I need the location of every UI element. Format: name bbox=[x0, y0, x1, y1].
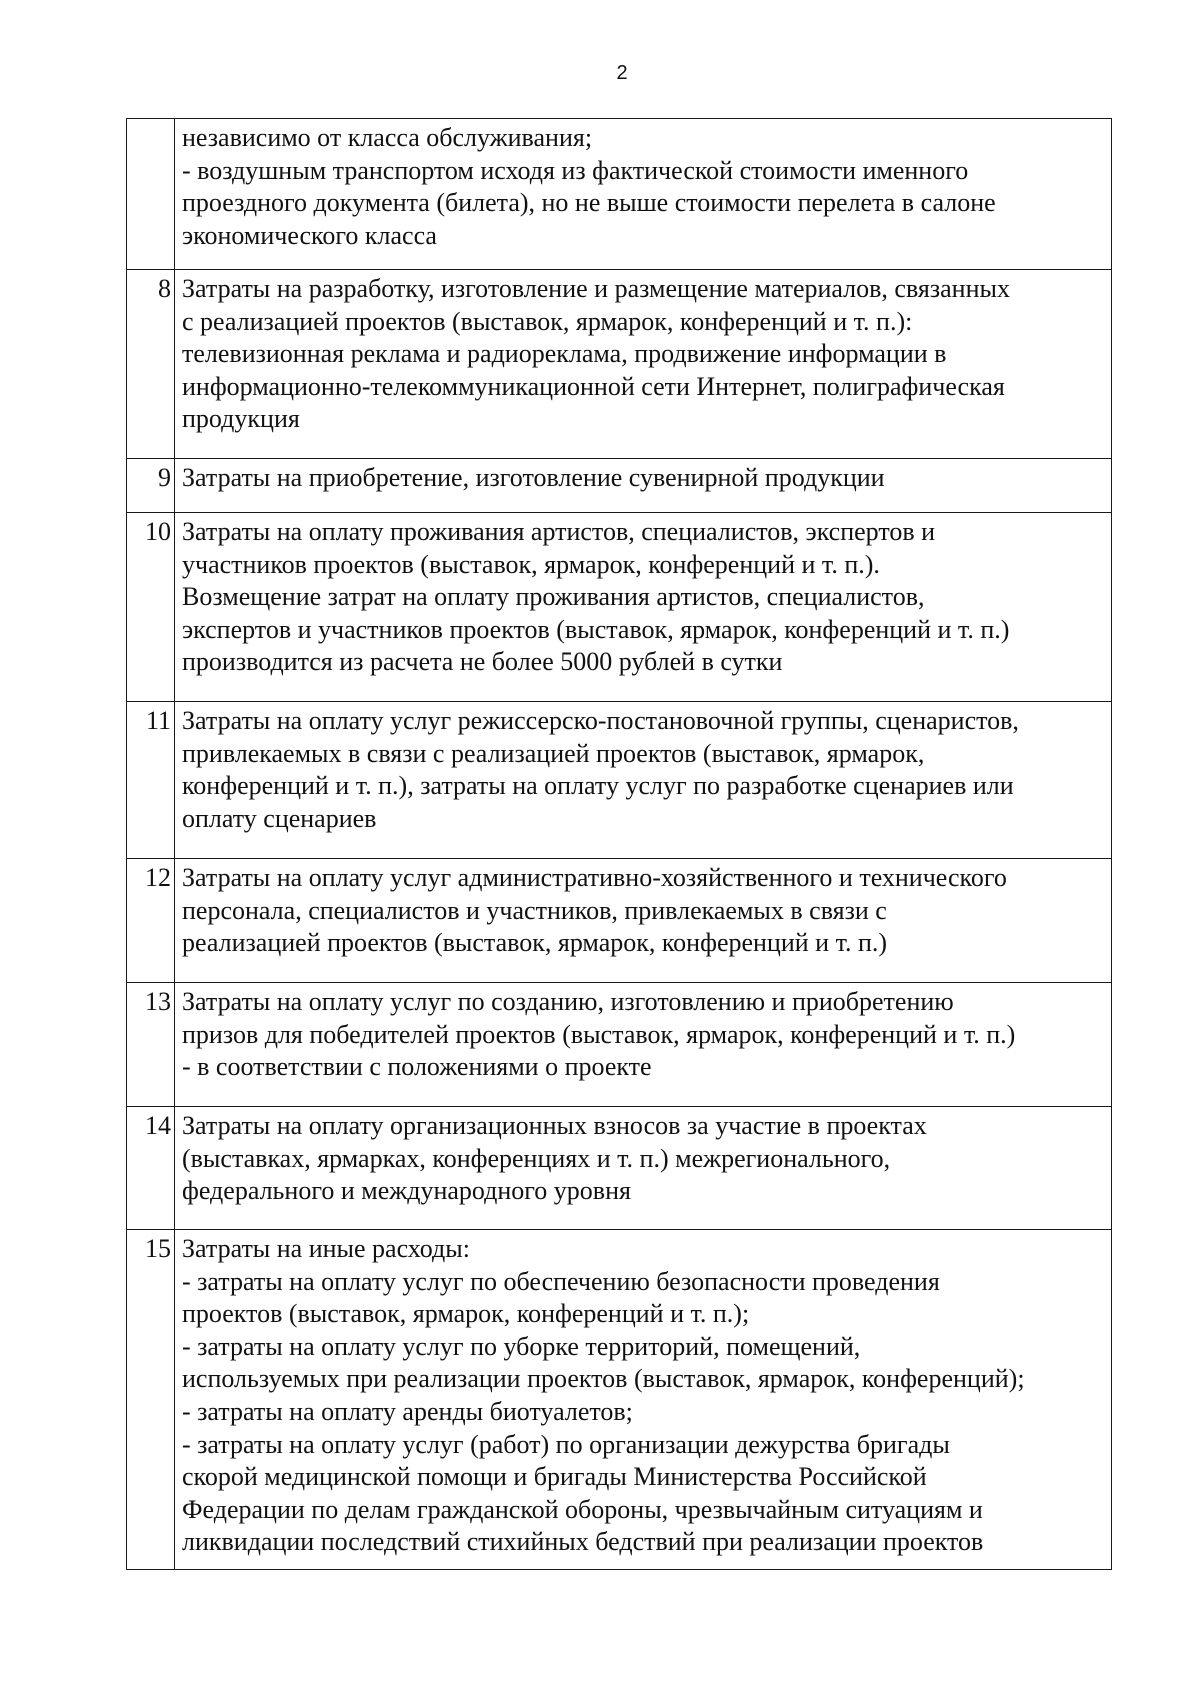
text-line: Затраты на оплату проживания артистов, специалистов, экспертов и bbox=[182, 517, 936, 546]
text-line: призов для победителей проектов (выставок, ярмарок, конференций и т. п.) bbox=[182, 1019, 1016, 1049]
text-line: - затраты на оплату услуг (работ) по организации дежурства бригады bbox=[182, 1429, 950, 1459]
table-row bbox=[127, 859, 1112, 983]
row-number: 15 bbox=[127, 1230, 175, 1570]
table-row bbox=[127, 1230, 1112, 1570]
text-line: скорой медицинской помощи и бригады Министерства Российской bbox=[182, 1462, 927, 1492]
row-number: 9 bbox=[127, 459, 175, 513]
table-row bbox=[127, 1107, 1112, 1230]
text-line: федерального и международного уровня bbox=[182, 1176, 631, 1206]
table-row bbox=[127, 119, 1112, 270]
row-number: 10 bbox=[127, 513, 175, 702]
table-row bbox=[127, 513, 1112, 702]
text-line: - затраты на оплату аренды биотуалетов; bbox=[182, 1396, 633, 1426]
row-number: 14 bbox=[127, 1107, 175, 1230]
table-row bbox=[127, 702, 1112, 859]
text-line: - воздушным транспортом исходя из фактической стоимости именного bbox=[182, 155, 969, 185]
expense-table-body bbox=[127, 119, 1112, 1570]
text-line: оплату сценариев bbox=[182, 803, 377, 833]
text-line: производится из расчета не более 5000 рублей в сутки bbox=[182, 647, 783, 677]
text-line: информационно-телекоммуникационной сети Интернет, полиграфическая bbox=[182, 371, 1005, 401]
text-line: экономического класса bbox=[182, 220, 437, 250]
text-line: Затраты на оплату услуг административно-хозяйственного и технического bbox=[182, 863, 1007, 892]
text-line: участников проектов (выставок, ярмарок, конференций и т. п.). bbox=[182, 549, 880, 579]
text-line: конференций и т. п.), затраты на оплату услуг по разработке сценариев или bbox=[182, 771, 1014, 801]
text-line: персонала, специалистов и участников, привлекаемых в связи с bbox=[182, 895, 887, 925]
text-line: проездного документа (билета), но не выше стоимости перелета в салоне bbox=[182, 188, 996, 218]
text-line: Затраты на оплату услуг по созданию, изготовлению и приобретению bbox=[182, 987, 954, 1016]
text-line: телевизионная реклама и радиореклама, продвижение информации в bbox=[182, 339, 947, 369]
row-text bbox=[175, 1107, 1112, 1230]
row-text bbox=[175, 459, 1112, 513]
row-text bbox=[175, 270, 1112, 459]
row-number: 11 bbox=[127, 702, 175, 859]
text-line: Затраты на оплату организационных взносов за участие в проектах bbox=[182, 1111, 927, 1140]
text-line: привлекаемых в связи с реализацией проектов (выставок, ярмарок, bbox=[182, 738, 925, 768]
row-text bbox=[175, 119, 1112, 270]
text-line: Затраты на приобретение, изготовление сувенирной продукции bbox=[182, 463, 885, 492]
text-line: Затраты на иные расходы: bbox=[182, 1234, 470, 1263]
row-number bbox=[127, 119, 175, 270]
text-line: - затраты на оплату услуг по уборке территорий, помещений, bbox=[182, 1331, 861, 1361]
text-line: Федерации по делам гражданской обороны, чрезвычайным ситуациям и bbox=[182, 1494, 983, 1524]
text-line: ликвидации последствий стихийных бедствий при реализации проектов bbox=[182, 1527, 984, 1557]
text-line: Затраты на оплату услуг режиссерско-постановочной группы, сценаристов, bbox=[182, 706, 1019, 735]
text-line: - в соответствии с положениями о проекте bbox=[182, 1052, 652, 1082]
table-row bbox=[127, 983, 1112, 1107]
text-line: независимо от класса обслуживания; bbox=[182, 123, 593, 152]
text-line: - затраты на оплату услуг по обеспечению безопасности проведения bbox=[182, 1266, 940, 1296]
text-line: реализацией проектов (выставок, ярмарок, конференций и т. п.) bbox=[182, 928, 888, 958]
text-line: используемых при реализации проектов (выставок, ярмарок, конференций); bbox=[182, 1364, 1025, 1394]
page-number: 2 bbox=[616, 62, 628, 84]
table-row bbox=[127, 270, 1112, 459]
row-text bbox=[175, 702, 1112, 859]
row-number: 12 bbox=[127, 859, 175, 983]
text-line: (выставках, ярмарках, конференциях и т. п.) межрегионального, bbox=[182, 1143, 891, 1173]
table-row bbox=[127, 459, 1112, 513]
row-text bbox=[175, 1230, 1112, 1570]
text-line: Затраты на разработку, изготовление и размещение материалов, связанных bbox=[182, 274, 1010, 303]
row-text bbox=[175, 983, 1112, 1107]
row-number: 8 bbox=[127, 270, 175, 459]
text-line: продукция bbox=[182, 404, 300, 434]
row-text bbox=[175, 513, 1112, 702]
row-text bbox=[175, 859, 1112, 983]
text-line: экспертов и участников проектов (выставок, ярмарок, конференций и т. п.) bbox=[182, 614, 1010, 644]
text-line: Возмещение затрат на оплату проживания артистов, специалистов, bbox=[182, 582, 925, 612]
row-number: 13 bbox=[127, 983, 175, 1107]
expense-table bbox=[126, 118, 1112, 1570]
text-line: проектов (выставок, ярмарок, конференций и т. п.); bbox=[182, 1299, 750, 1329]
text-line: с реализацией проектов (выставок, ярмарок, конференций и т. п.): bbox=[182, 306, 913, 336]
